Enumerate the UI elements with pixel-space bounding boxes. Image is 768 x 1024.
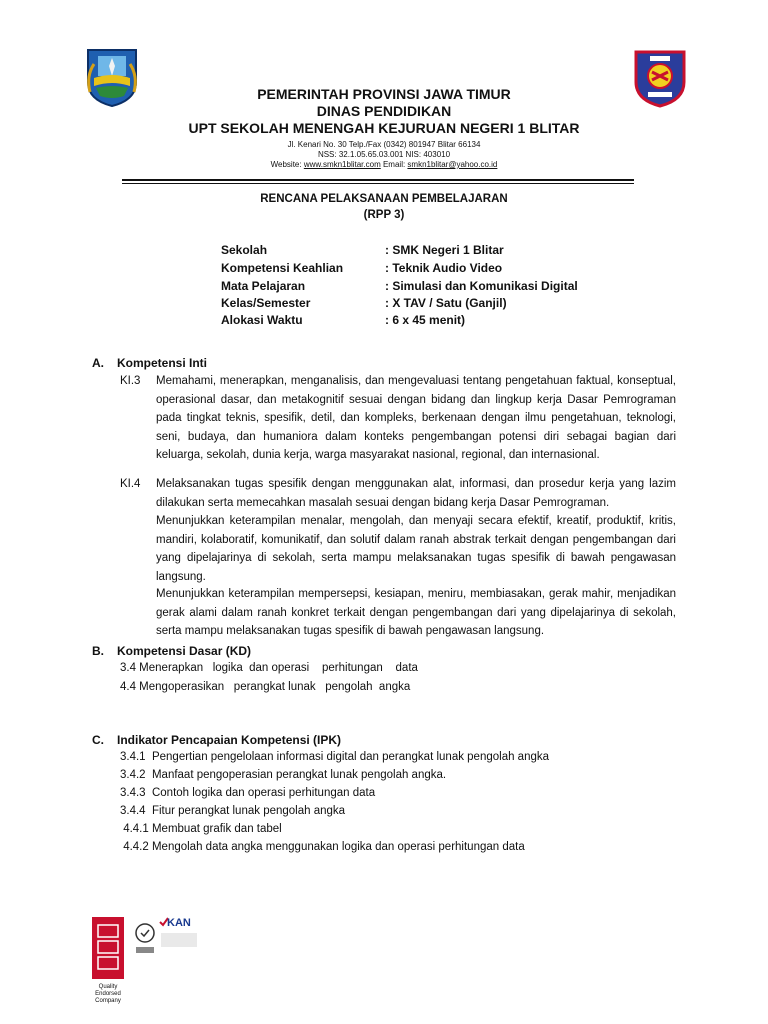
section-b-title: Kompetensi Dasar (KD) bbox=[117, 644, 252, 658]
section-c-letter: C. bbox=[92, 733, 104, 747]
identity-value-school: : SMK Negeri 1 Blitar bbox=[385, 243, 504, 257]
ki4-text-3: Menunjukkan keterampilan mempersepsi, kesiapan, meniru, membiasakan, gerak mahir, menjadikan gerak alami dalam ranah konkret terkait dengan pengembangan dari yang dipelajarinya di sekolah, serta mampu melaksanakan tugas spesifik di bawah pengawasan langsung. bbox=[156, 588, 676, 637]
ki4-text-2: Menunjukkan keterampilan menalar, mengolah, dan menyaji secara efektif, kreatif, produktif, kritis, mandiri, kolaboratif, komunikatif, dan solutif dalam ranah abstrak terkait dengan pengembangan dari yang dipelajarinya di sekolah, serta mampu melaksanakan tugas spesifik di bawah pengawasan langsung. bbox=[156, 515, 676, 583]
kan-label: KAN bbox=[167, 917, 191, 929]
email-link[interactable]: smkn1blitar@yahoo.co.id bbox=[407, 160, 498, 169]
quality-endorsed-badge bbox=[92, 917, 124, 1009]
identity-label-school: Sekolah bbox=[221, 243, 268, 257]
ipk-item-3: 3.4.3 Contoh logika dan operasi perhitungan data bbox=[120, 787, 376, 799]
ki4-code: KI.4 bbox=[120, 478, 141, 490]
cert-caption bbox=[92, 984, 124, 1005]
ukas-mark-icon bbox=[133, 921, 157, 959]
section-a-title: Kompetensi Inti bbox=[117, 356, 208, 370]
cert-caption-line3: Company bbox=[95, 998, 121, 1004]
header-department: DINAS PENDIDIKAN bbox=[316, 103, 452, 119]
quality-endorsed-icon bbox=[92, 917, 124, 979]
identity-label-time: Alokasi Waktu bbox=[221, 313, 303, 327]
identity-label-class: Kelas/Semester bbox=[221, 296, 311, 310]
header-divider-thin bbox=[122, 183, 634, 184]
section-a-heading bbox=[92, 356, 207, 370]
cert-caption-line2: Endorsed bbox=[95, 991, 121, 997]
header-government: PEMERINTAH PROVINSI JAWA TIMUR bbox=[257, 86, 511, 102]
identity-label-subject: Mata Pelajaran bbox=[221, 279, 306, 293]
kd-item-1: 3.4 Menerapkan logika dan operasi perhitungan data bbox=[120, 662, 418, 674]
document-title: RENCANA PELAKSANAAN PEMBELAJARAN bbox=[260, 193, 508, 205]
identity-value-subject: : Simulasi dan Komunikasi Digital bbox=[385, 279, 578, 293]
email-label: Email: bbox=[380, 160, 408, 169]
ki3-text: Memahami, menerapkan, menganalisis, dan mengevaluasi tentang pengetahuan faktual, konseptual, operasional dasar, dan metakognitif sesuai dengan bidang dan lingkup kerja Dasar Pemrograman pada tingkat teknis, spesifik, detil, dan kompleks, berkenaan dengan ilmu pengetahuan, teknologi, seni, budaya, dan humaniora dalam konteks pengembangan potensi diri sebagai bagian dari keluarga, sekolah, dunia kerja, warga masyarakat nasional, regional, dan internasional. bbox=[156, 375, 676, 461]
ki3-code: KI.3 bbox=[120, 375, 141, 387]
header-school-name: UPT SEKOLAH MENENGAH KEJURUAN NEGERI 1 BLITAR bbox=[188, 120, 580, 136]
identity-value-class: : X TAV / Satu (Ganjil) bbox=[385, 296, 507, 310]
header-contact bbox=[0, 160, 768, 169]
section-c-heading bbox=[92, 733, 341, 747]
website-link[interactable]: www.smkn1blitar.com bbox=[303, 160, 381, 169]
document-subtitle: (RPP 3) bbox=[363, 209, 405, 221]
kan-emblem bbox=[161, 933, 197, 947]
website-label: Website: bbox=[270, 160, 304, 169]
identity-value-time: : 6 x 45 menit) bbox=[385, 313, 466, 327]
ipk-item-5: 4.4.1 Membuat grafik dan tabel bbox=[120, 823, 282, 835]
identity-value-expertise: : Teknik Audio Video bbox=[385, 261, 503, 275]
section-b-heading bbox=[92, 644, 251, 658]
header-divider-thick bbox=[122, 179, 634, 181]
kd-item-2: 4.4 Mengoperasikan perangkat lunak pengolah angka bbox=[120, 681, 411, 693]
section-a-letter: A. bbox=[92, 356, 104, 370]
ipk-item-4: 3.4.4 Fitur perangkat lunak pengolah angka bbox=[120, 805, 346, 817]
ipk-item-1: 3.4.1 Pengertian pengelolaan informasi digital dan perangkat lunak pengolah angka bbox=[120, 751, 550, 763]
identity-label-expertise: Kompetensi Keahlian bbox=[221, 261, 344, 275]
ki4-text: Melaksanakan tugas spesifik dengan menggunakan alat, informasi, dan prosedur kerja yang lazim dilakukan serta memecahkan masalah sesuai dengan bidang kerja Dasar Pemrograman. bbox=[156, 478, 676, 509]
section-b-letter: B. bbox=[92, 644, 104, 658]
header-address: Jl. Kenari No. 30 Telp./Fax (0342) 801947 Blitar 66134 bbox=[287, 140, 481, 149]
header-nss: NSS: 32.1.05.65.03.001 NIS: 403010 bbox=[317, 150, 451, 159]
section-c-title: Indikator Pencapaian Kompetensi (IPK) bbox=[117, 733, 342, 747]
kan-accreditation-badge bbox=[133, 917, 201, 965]
ipk-item-2: 3.4.2 Manfaat pengoperasian perangkat lunak pengolah angka. bbox=[120, 769, 447, 781]
ipk-item-6: 4.4.2 Mengolah data angka menggunakan logika dan operasi perhitungan data bbox=[120, 841, 525, 853]
cert-caption-line1: Quality bbox=[98, 984, 118, 990]
